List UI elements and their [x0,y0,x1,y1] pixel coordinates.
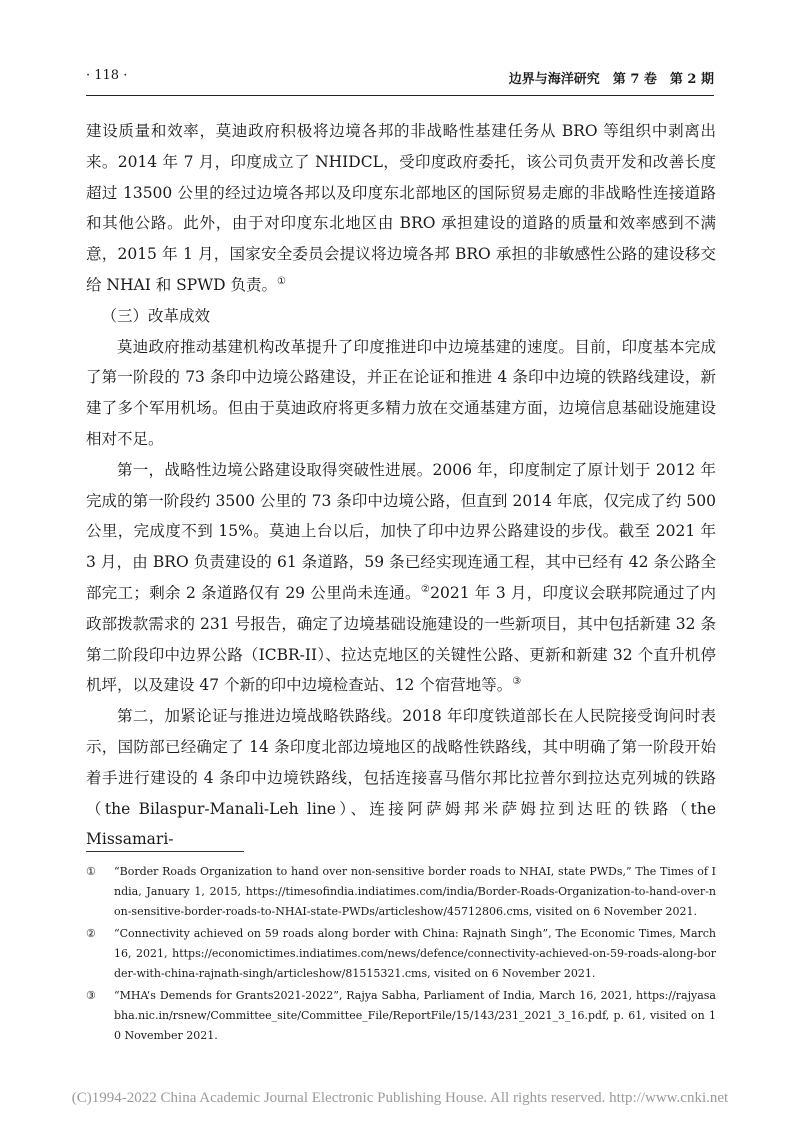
footnote-item [86,986,716,1046]
footnote-text: “Connectivity achieved on 59 roads along border with China: Rajnath Singh”, The Economic Times, March 16, 2021, https://economictimes.indiatimes.com/news/defence/connectivity-achieved-on-59-roads-along-border-with-china-rajnath-singh/articleshow/81515321.cms, visited on 6 November 2021. [114,927,716,980]
paragraph-continued [86,116,716,301]
footnote-ref[interactable]: ① [277,275,286,287]
footnote-item [86,924,716,984]
footnote-text: “MHA’s Demends for Grants2021-2022”, Rajya Sabha, Parliament of India, March 16, 2021, https://rajyasabha.nic.in/rsnew/Committee_site/Committee_File/ReportFile/15/143/231_2021_3_16.pdf, p. 61, visited on 10 November 2021. [114,989,716,1042]
footnote-ref[interactable]: ② [420,583,431,595]
paragraph-text: 建设质量和效率，莫迪政府积极将边境各邦的非战略性基建任务从 BRO 等组织中剥离出来。2014 年 7 月，印度成立了 NHIDCL，受印度政府委托，该公司负责开发和改善长度超过 13500 公里的经过边境各邦以及印度东北部地区的国际贸易走廊的非战略性连接道路和其他公路。此外，由于对印度东北地区由 BRO 承担建设的道路的质量和效率感到不满意，2015 年 1 月，国家安全委员会提议将边境各邦 BRO 承担的非敏感性公路的建设移交给 NHAI 和 SPWD 负责。 [86,122,716,294]
footnote-marker: ③ [86,989,96,1002]
section-heading: （三）改革成效 [101,306,211,325]
article-body [86,116,716,855]
copyright-watermark: (C)1994-2022 China Academic Journal Electronic Publishing House. All rights reserved. http://www.cnki.net [71,1090,729,1106]
paragraph: 第二，加紧论证与推进边境战略铁路线。2018 年印度铁道部长在人民院接受询问时表示，国防部已经确定了 14 条印度北部边境地区的战略性铁路线，其中明确了第一阶段开始着手进行建设的 4 条印中边境铁路线，包括连接喜马偕尔邦比拉普尔到拉达克列城的铁路（the Bilaspur-Manali-Leh line）、连接阿萨姆邦米萨姆拉到达旺的铁路（the Missamari- [86,707,716,849]
paragraph-text: 第一，战略性边境公路建设取得突破性进展。2006 年，印度制定了原计划于 2012 年完成的第一阶段约 3500 公里的 73 条印中边境公路，但直到 2014 年底，仅完成了约 500 公里，完成度不到 15%。莫迪上台以后，加快了印中边界公路建设的步伐。截至 2021 年 3 月，由 BRO 负责建设的 61 条道路，59 条已经实现连通工程，其中已经有 42 条公路全部完工；剩余 2 条道路仅有 29 公里尚未连通。 [86,460,716,602]
footnote-item [86,862,716,922]
footnote-divider [86,851,244,852]
paragraph-text: 2021 年 3 月，印度议会联邦院通过了内政部拨款需求的 231 号报告，确定了边境基础设施建设的一些新项目，其中包括新建 32 条第二阶段印中边界公路（ICBR-II）、拉达克地区的关键性公路、更新和新建 32 个直升机停机坪，以及建设 47 个新的印中边境检查站、12 个宿营地等。 [86,583,717,695]
paragraph: 莫迪政府推动基建机构改革提升了印度推进印中边境基建的速度。目前，印度基本完成了第一阶段的 73 条印中边境公路建设，并正在论证和推进 4 条印中边境的铁路线建设，新建了多个军用机场。但由于莫迪政府将更多精力放在交通基建方面，边境信息基础设施建设相对不足。 [86,337,716,448]
running-header [86,68,714,90]
footnote-marker: ② [86,927,96,940]
footnote-text: “Border Roads Organization to hand over non-sensitive border roads to NHAI, state PWDs,” The Times of India, January 1, 2015, https://timesofindia.indiatimes.com/india/Border-Roads-Organization-to-hand-over-non-sensitive-border-roads-to-NHAI-state-PWDs/articleshow/45712806.cms, visited on 6 November 2021. [114,865,716,918]
footnotes [86,862,716,1048]
paragraph [86,455,716,701]
header-divider [86,95,714,96]
footnote-marker: ① [86,865,96,878]
journal-issue: 边界与海洋研究 第 7 卷 第 2 期 [508,72,714,87]
footnote-ref[interactable]: ③ [512,676,522,688]
page-number: · 118 · [86,68,128,83]
